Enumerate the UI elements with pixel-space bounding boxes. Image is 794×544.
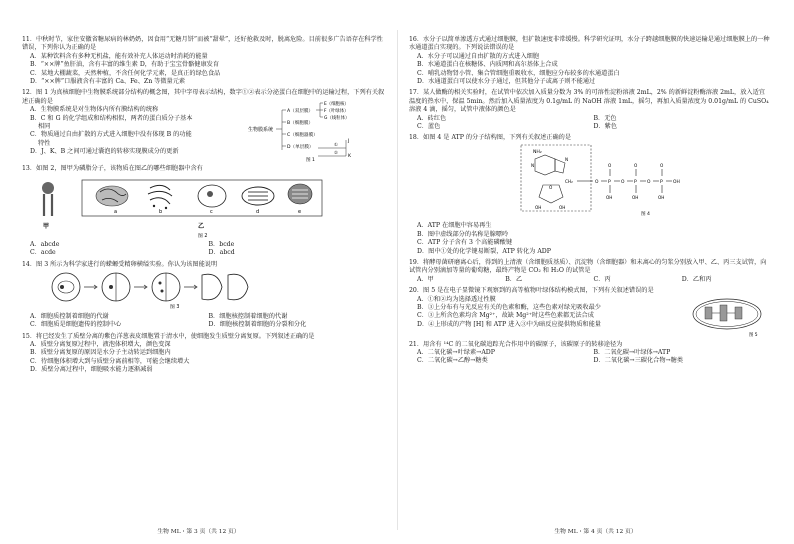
option-a: A．质壁分离复原过程中，液泡体积增大，颜色变深: [30, 340, 171, 348]
page-footer: 生物 ML・第 4 页（共 12 页）: [554, 528, 637, 535]
diagram-step-2: ②: [334, 151, 338, 157]
diagram-node-d: D（单层膜）: [287, 145, 314, 151]
question-stem: 13．如图 2，图甲为磷脂分子，该物质在图乙的哪些细胞器中含有: [22, 165, 203, 173]
option-d: D．二氧化碳→三碳化合物→糖类: [593, 357, 684, 365]
question-19: [409, 259, 770, 284]
egg-stage-2-icon: [102, 273, 130, 301]
label-jia: 甲: [43, 222, 50, 230]
question-15: [22, 333, 387, 375]
egg-stage-4-icon: [202, 274, 248, 300]
egg-stage-3-icon: [152, 273, 180, 301]
question-stem: 11．中秋时节，家住安徽省糖尿病的林奶奶，因食用“无糖月饼”而被“甜晕”，还好抢救及时，脱离危险。目前很多广告语存在科学性错误，下列你认为正确的是: [22, 36, 383, 52]
option-b-cont: 相同: [38, 123, 51, 131]
phospholipid-icon: [42, 182, 54, 216]
question-stem: 18．如图 4 是 ATP 的分子结构图，下列有关叙述正确的是: [409, 134, 572, 142]
option-c: C．某地大棚蔬菜，天然种植，不含任何化学元素，是真正的绿色食品: [30, 69, 221, 77]
option-d: D．质壁分离过程中，细胞吸水能力逐渐减弱: [30, 366, 153, 374]
option-d: D．J、K、B 之间可通过囊泡的转移实现膜成分的更新: [30, 148, 179, 156]
option-d: D．紫色: [593, 123, 618, 131]
question-21: [409, 341, 770, 366]
figure-label: 图 4: [641, 211, 650, 217]
label-yi: 乙: [198, 222, 205, 230]
option-b: B．乙: [505, 275, 523, 283]
option-d: D．图中①处的化学键易断裂，ATP 转化为 ADP: [417, 247, 551, 255]
option-a: A．细胞质控制着细胞的代谢: [30, 312, 109, 320]
option-a: A．①和②均为选择透过性膜: [417, 295, 496, 303]
atp-nh2: NH₂: [533, 149, 542, 155]
chloroplast-icon: [693, 299, 761, 329]
question-stem: 20．图 5 是在电子显微镜下观察到的高等植物叶绿体结构模式图，下列有关叙述错误的是: [409, 287, 654, 295]
option-a: A．abcde: [30, 241, 60, 249]
diagram-node-c: C（细胞器膜）: [287, 133, 318, 139]
question-16: [409, 36, 770, 86]
question-stem: 16．水分子以简单渗透方式通过细胞膜，但扩散速度非常缓慢。科学研究证明，水分子跨越细胞膜的快速运输是通过细胞膜上的一种水通道蛋白实现的。下列说法错误的是: [409, 36, 770, 52]
question-stem: 14．图 3 所示为科学家进行的蝾螈受精卵横缢实验。你认为该图能说明: [22, 260, 218, 268]
option-a: A．砖红色: [417, 114, 447, 122]
atp-p3: P: [660, 179, 663, 185]
organelle-b-icon: [148, 185, 172, 209]
atp-o-link3: O: [647, 179, 651, 185]
figure-label: 图 5: [749, 332, 758, 338]
question-18: [409, 134, 770, 255]
question-stem: 15．将已经发生了质壁分离的紫色洋葱表皮细胞置于清水中，使细胞发生质壁分离复原。下列叙述正确的是: [22, 332, 315, 340]
diagram-node-k: K: [348, 154, 352, 160]
panel-c: c: [210, 208, 213, 215]
figure-label: 图 3: [170, 305, 180, 310]
option-d: D．细胞核控制着细胞的分裂和分化: [208, 321, 307, 329]
question-20: [409, 287, 770, 337]
option-b: B．质壁分离复原的原因是水分子主动转运到细胞内: [30, 349, 171, 357]
organelle-figure: [22, 176, 362, 238]
membrane-concept-diagram: [246, 100, 376, 162]
atp-o-top1: O: [608, 162, 612, 168]
diagram-node-f: F（叶绿体）: [324, 109, 349, 115]
atp-oh-bottom1: OH: [606, 194, 613, 200]
atp-o-top2: O: [634, 162, 638, 168]
atp-o-link2: O: [621, 179, 625, 185]
option-c: C．蓝色: [417, 123, 441, 131]
diagram-step-1: ①: [334, 143, 338, 149]
atp-o-link1: O: [595, 179, 599, 185]
atp-p2: P: [634, 179, 637, 185]
organelle-a-icon: [96, 186, 128, 206]
chloroplast-figure: [687, 296, 767, 338]
diagram-node-a: A（双层膜）: [287, 109, 314, 115]
option-d: D．水通道蛋白可以使水分子通过，但其他分子或离子则不能通过: [417, 78, 596, 86]
page-4: [397, 0, 794, 544]
atp-oh-bottom2: OH: [632, 194, 639, 200]
panel-d: d: [256, 208, 260, 215]
diagram-node-e: E（细胞核）: [324, 102, 349, 108]
question-stem: 12．图 1 为真核细胞中生物膜系统部分结构的概念图，其中字母表示结构，数字①②表示分泌蛋白在细胞中的运输过程，下列有关叙述正确的是: [22, 89, 385, 105]
option-c: C．细胞质是细胞遗传的控制中心: [30, 321, 122, 329]
option-c: C．③上所含色素均含 Mg²⁺，故缺 Mg²⁺时这些色素都无法合成: [417, 312, 594, 320]
option-a: A．二氧化碳→叶绿素→ADP: [417, 348, 495, 356]
newt-egg-figure: [22, 269, 362, 309]
option-b: B．二氧化碳→叶绿体→ATP: [593, 348, 671, 356]
figure-label: 图 1: [306, 158, 315, 163]
atp-oh-bottom3: OH: [658, 194, 665, 200]
option-b: B．“××牌”鱼肝油，含有丰富的维生素 D，有助于宝宝骨骼健康发育: [30, 61, 220, 69]
egg-stage-1-icon: [52, 273, 80, 301]
panel-b: b: [159, 208, 163, 215]
question-17: [409, 89, 770, 131]
question-13: [22, 165, 387, 258]
organelle-c-icon: [198, 185, 226, 207]
panel-e: e: [298, 208, 302, 215]
question-14: [22, 261, 387, 330]
organelle-d-icon: [242, 187, 274, 205]
option-d: D．乙和丙: [681, 275, 712, 283]
option-c: C．acde: [30, 249, 56, 257]
atp-oh-1: OH: [535, 204, 542, 210]
option-a: A．某种饮料含有多种无机盐，能有效补充人体运动时消耗的能量: [30, 52, 208, 60]
atp-p1: P: [608, 179, 611, 185]
option-a: A．甲: [417, 275, 434, 283]
option-c: C．哺乳动物肾小管、集合管细胞重吸收水，细胞应分布较多的水通道蛋白: [417, 69, 620, 77]
figure-label: 图 2: [198, 233, 208, 238]
diagram-node-b: B（细胞膜）: [287, 121, 314, 127]
option-c: C．物质通过自由扩散的方式进入细胞中没有体现 B 的功能: [30, 131, 192, 139]
option-b: B．无色: [593, 114, 617, 122]
option-d: D．“××牌”口服液含有丰富的 Ca、Fe、Zn 等微量元素: [30, 78, 186, 86]
page-footer: 生物 ML・第 3 页（共 12 页）: [157, 528, 240, 535]
atp-structure-figure: [409, 143, 769, 219]
option-c: C．二氧化碳→乙醇→糖类: [417, 357, 488, 365]
question-11: [22, 36, 387, 86]
option-a: A．ATP 在细胞中容易再生: [417, 222, 492, 230]
atp-oh-2: OH: [559, 204, 566, 210]
option-a: A．水分子可以通过自由扩散的方式进入细胞: [417, 52, 540, 60]
panel-a: a: [114, 208, 118, 215]
option-b: B．bcde: [208, 241, 235, 249]
diagram-node-j: J: [348, 139, 350, 145]
atp-o-top3: O: [660, 162, 664, 168]
question-12: [22, 89, 387, 162]
atp-n1: N: [531, 162, 535, 168]
option-b: B．图中虚线部分的名称是腺嘌呤: [417, 230, 509, 238]
question-stem: 17．某人做酶的相关实验时，在试管中依次加入质量分数为 3% 的可溶性淀粉溶液 2mL，2% 的新鲜淀粉酶溶液 2mL，放入适宜温度的热水中，保温 5min。然后加入质量浓度为 0.1g/mL 的 NaOH 溶液 1mL，摇匀，再加入质量浓度为 0.01g/mL 的 CuSO₄ 溶液 4 滴，摇匀，试管中液体的颜色是: [409, 89, 769, 114]
atp-oh-tail: OH: [673, 179, 680, 185]
atp-o-ring: O: [549, 184, 553, 190]
option-b: B．C 和 G 的化学组成和结构相似，两者的蛋白质分子基本: [30, 114, 193, 122]
option-a: A．生物膜系统是对生物体内所有膜结构的统称: [30, 106, 159, 114]
diagram-root: 生物膜系统: [248, 127, 274, 134]
option-d: D．abcd: [208, 249, 235, 257]
option-c: C．丙: [593, 275, 611, 283]
atp-n2: N: [565, 156, 569, 162]
option-c: C．ATP 分子含有 3 个高能磷酸键: [417, 239, 513, 247]
question-stem: 19．将酵母菌研磨离心后，得到的上清液（含细胞质基质）、沉淀物（含细胞器）和未离心的匀浆分别放入甲、乙、丙三支试管，向试管内分别滴加等量的葡萄糖，最终产物是 CO₂ 和 H₂O 的试管是: [409, 258, 767, 275]
option-b: B．水通道蛋白在核糖体、内质网和高尔基体上合成: [417, 61, 558, 69]
option-b: B．③上分布有与光反应有关的色素和酶，这些色素对绿光吸收最少: [417, 303, 601, 311]
option-c: C．待细胞体积增大到与质壁分离前相等，可能会继续增大: [30, 357, 190, 365]
atp-ch2: CH₂: [565, 178, 573, 184]
adenine-ring-icon: [535, 155, 565, 175]
question-stem: 21．用含有 ¹⁴C 的二氧化碳追踪光合作用中的碳原子，该碳原子的转移途径为: [409, 340, 623, 348]
option-b: B．细胞核控制着细胞的代谢: [208, 312, 288, 320]
diagram-node-g: G（线粒体）: [324, 116, 350, 122]
option-c-cont: 特性: [38, 139, 51, 147]
organelle-e-icon: [288, 184, 312, 204]
option-d: D．④上形成的产物 [H] 和 ATP 进入③中为暗反应提供物质和能量: [417, 320, 601, 328]
